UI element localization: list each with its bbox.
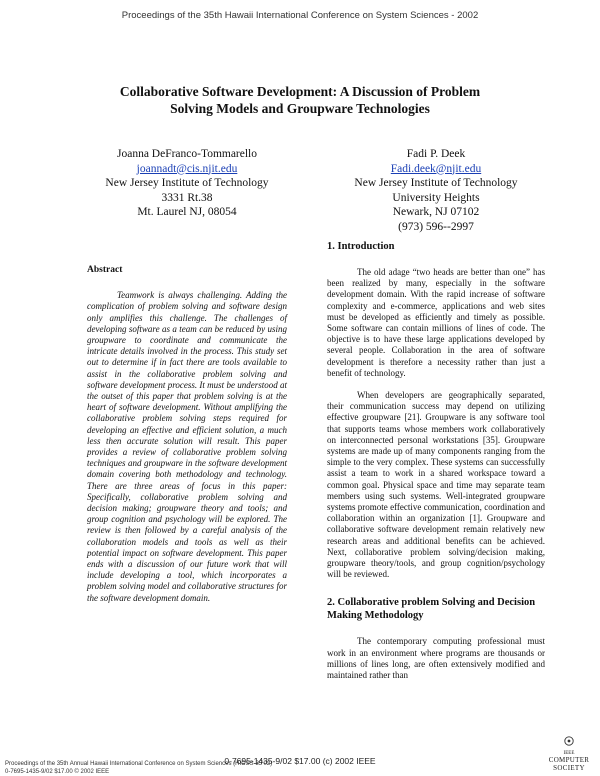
left-column: [87, 265, 287, 604]
author-block-2: [327, 147, 545, 234]
footer-copyright: 0-7695-1435-9/02 $17.00 (c) 2002 IEEE: [224, 756, 376, 766]
footer-isbn-line: 0-7695-1435-9/02 $17.00 © 2002 IEEE: [5, 769, 110, 775]
intro-paragraph-1: The old adage “two heads are better than one” has been realized by many, especially in the software development domain. With the rapid increase of software complexity and e-commerce, applications and web sites must be developed as efficiently and timely as possible. Some software can contain millions of lines of code. The objective is to have these large applications developed by several people. Collaboration in the area of software development is therefore a necessity rather than just a benefit of technology.: [327, 267, 545, 378]
author-phone: (973) 596--2997: [398, 220, 474, 233]
running-header: Proceedings of the 35th Hawaii International Conference on System Sciences - 2002: [121, 10, 479, 21]
author-name: Fadi P. Deek: [406, 148, 466, 160]
abstract-heading: Abstract: [87, 265, 123, 275]
section-heading-collaborative-problem-solving: 2. Collaborative problem Solving and Decision Making Methodology: [327, 597, 536, 622]
author-block-1: [87, 147, 287, 220]
section-heading-introduction: 1. Introduction: [327, 241, 395, 252]
author-address: Newark, NJ 07102: [392, 206, 480, 218]
author-address: Mt. Laurel NJ, 08054: [137, 206, 237, 218]
author-affiliation: New Jersey Institute of Technology: [105, 177, 269, 189]
author-email-link[interactable]: Fadi.deek@njit.edu: [390, 162, 482, 175]
footer-proceedings-line: Proceedings of the 35th Annual Hawaii International Conference on System Sciences (HICSS-35’02): [5, 761, 273, 767]
logo-computer-text: COMPUTER: [548, 756, 590, 764]
author-address: 3331 Rt.38: [161, 191, 213, 204]
title-line-2: Solving Models and Groupware Technologies: [170, 101, 430, 116]
intro-paragraph-2: When developers are geographically separated, their communication success may depend on utilizing effective groupware [21]. Groupware is any software tool that supports teams whose members work collaboratively on interconnected personal workstations [35]. Groupware systems are made up of many components ranging from the simple to the very complex. These systems can successfully assist a team to work in a shared workspace toward a common goal. Physical space and time may separate team members using such systems. Well-integrated groupware systems promote effective communication, coordination and collaboration within an organization [1]. Groupware and collaborative software development remain relatively new research areas and additional benefits can be achieved. Next, collaborative problem solving/decision making, groupware theory/tools, and group cognition/psychology will be reviewed.: [327, 390, 545, 580]
logo-society-text: SOCIETY: [553, 763, 585, 772]
author-name: Joanna DeFranco-Tommarello: [116, 148, 258, 160]
ieee-emblem-icon: [562, 736, 576, 746]
title-line-1: Collaborative Software Development: A Discussion of Problem: [119, 84, 481, 99]
right-column: [327, 240, 545, 681]
section2-paragraph-1: The contemporary computing professional must work in an environment where programs are thousands or millions of lines long, are often extensively modified and maintained rather than: [327, 636, 545, 681]
author-affiliation: New Jersey Institute of Technology: [354, 177, 518, 189]
author-email-link[interactable]: joannadt@cis.njit.edu: [136, 162, 238, 175]
logo-ieee-text: IEEE: [563, 751, 575, 756]
computer-society-logo: [540, 733, 598, 772]
paper-title: [60, 83, 540, 117]
abstract-text: Teamwork is always challenging. Adding the complication of problem solving and software design only amplifies this challenge. The challenges of developing software as a team can be reduced by using groupware to coordinate and communicate the intricate details involved in the process. This study set out to determine if in fact there are tools available to assist in the collaborative problem solving and software development process. It must be understood at the outset of this paper that problem solving is at the heart of software development. Without amplifying the collaborative problem solving steps required for developing an effective and efficient solution, a much less then accurate solution will result. This paper provides a review of collaborative problem solving techniques and groupware in the software development domain covering both methodology and technology. There are three areas of focus in this paper: Specifically, collaborative problem solving and decision making; groupware theory and tools; and group cognition and psychology will be explored. The review is then followed by a careful analysis of the collaboration models and tools as well as their potential impact on software development. This paper ends with a discussion of our future work that will include developing a tool, which incorporates a problem solving model and collaborative structures for the software development domain.: [87, 290, 287, 603]
author-address: University Heights: [392, 191, 480, 204]
